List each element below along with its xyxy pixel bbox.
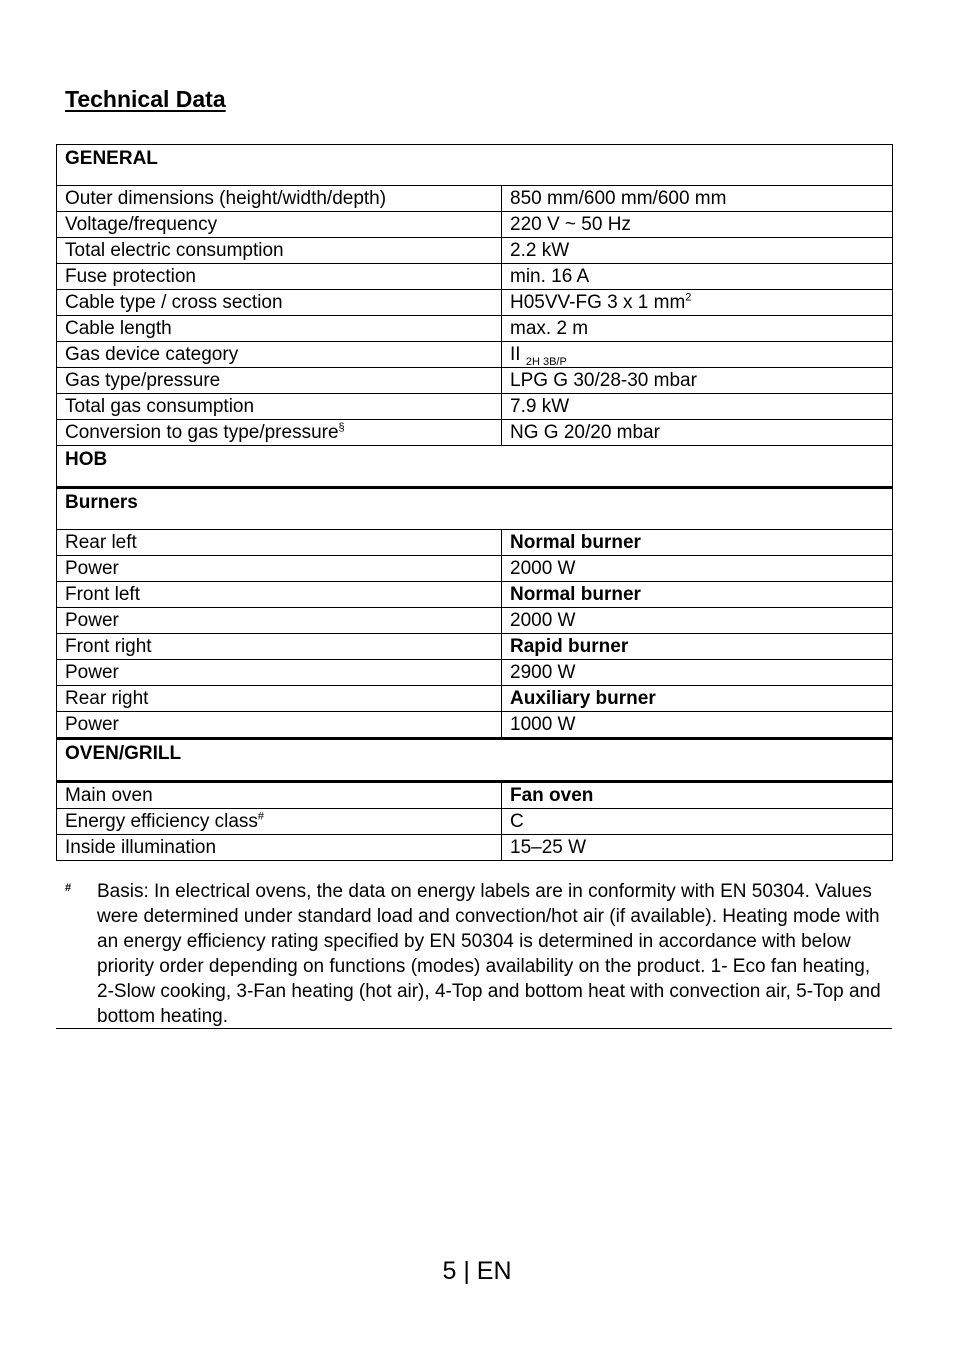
row-value: 15–25 W bbox=[502, 835, 893, 861]
row-value: Normal burner bbox=[502, 530, 893, 556]
subscript: 2H 3B/P bbox=[525, 355, 567, 368]
footnote-mark: # bbox=[65, 882, 72, 894]
row-label: Gas device category bbox=[57, 342, 502, 368]
table-row bbox=[57, 634, 893, 660]
row-value: C bbox=[502, 809, 893, 835]
table-row bbox=[57, 394, 893, 420]
table-row bbox=[57, 316, 893, 342]
row-value: max. 2 m bbox=[502, 316, 893, 342]
row-value: 2000 W bbox=[502, 556, 893, 582]
label-text: Conversion to gas type/pressure bbox=[65, 422, 339, 443]
row-value: Fan oven bbox=[502, 782, 893, 809]
row-label: Power bbox=[57, 556, 502, 582]
page-number: 5 | EN bbox=[442, 1257, 512, 1285]
row-label: Power bbox=[57, 660, 502, 686]
row-value: min. 16 A bbox=[502, 264, 893, 290]
section-title: Burners bbox=[57, 488, 893, 530]
section-title: OVEN/GRILL bbox=[57, 739, 893, 782]
row-label: Inside illumination bbox=[57, 835, 502, 861]
table-row bbox=[57, 186, 893, 212]
row-label: Power bbox=[57, 608, 502, 634]
table-row bbox=[57, 264, 893, 290]
table-row bbox=[57, 660, 893, 686]
row-value bbox=[502, 342, 893, 368]
row-label: Power bbox=[57, 712, 502, 739]
table-row bbox=[57, 712, 893, 739]
row-label: Fuse protection bbox=[57, 264, 502, 290]
row-label: Cable length bbox=[57, 316, 502, 342]
table-row bbox=[57, 368, 893, 394]
superscript: # bbox=[257, 810, 265, 823]
page-title: Technical Data bbox=[65, 86, 226, 112]
table-row bbox=[57, 530, 893, 556]
table-row bbox=[57, 556, 893, 582]
row-label: Front right bbox=[57, 634, 502, 660]
row-value: 7.9 kW bbox=[502, 394, 893, 420]
section-general bbox=[57, 145, 893, 186]
row-value: 2.2 kW bbox=[502, 238, 893, 264]
table-row bbox=[57, 582, 893, 608]
row-label: Total electric consumption bbox=[57, 238, 502, 264]
table-row bbox=[57, 212, 893, 238]
table-row bbox=[57, 420, 893, 446]
superscript: 2 bbox=[685, 291, 692, 304]
row-value: 2900 W bbox=[502, 660, 893, 686]
table-row bbox=[57, 809, 893, 835]
row-label: Cable type / cross section bbox=[57, 290, 502, 316]
superscript: § bbox=[338, 421, 345, 434]
table-row bbox=[57, 290, 893, 316]
section-title: GENERAL bbox=[57, 145, 893, 186]
table-row bbox=[57, 608, 893, 634]
row-value: NG G 20/20 mbar bbox=[502, 420, 893, 446]
footnote-text: Basis: In electrical ovens, the data on energy labels are in conformity with EN 50304. Values were determined under standard load and convection/hot air (if available). Heating mode with an energy efficiency rating specified by EN 50304 is determined in accordance with below priority order depending on functions (modes) availability on the product. 1- Eco fan heating, 2-Slow cooking, 3-Fan heating (hot air), 4-Top and bottom heat with convection air, 5-Top and bottom heating. bbox=[97, 881, 881, 1027]
row-label bbox=[57, 809, 502, 835]
row-label: Front left bbox=[57, 582, 502, 608]
row-value: Rapid burner bbox=[502, 634, 893, 660]
value-text: H05VV-FG 3 x 1 mm bbox=[510, 292, 686, 313]
row-value: 220 V ~ 50 Hz bbox=[502, 212, 893, 238]
row-label: Gas type/pressure bbox=[57, 368, 502, 394]
row-value: 2000 W bbox=[502, 608, 893, 634]
table-row bbox=[57, 686, 893, 712]
row-label: Rear right bbox=[57, 686, 502, 712]
row-label: Main oven bbox=[57, 782, 502, 809]
table-row bbox=[57, 835, 893, 861]
row-value: Normal burner bbox=[502, 582, 893, 608]
label-text: Energy efficiency class bbox=[65, 811, 258, 832]
row-value: Auxiliary burner bbox=[502, 686, 893, 712]
table-row bbox=[57, 238, 893, 264]
row-label: Total gas consumption bbox=[57, 394, 502, 420]
value-text: II bbox=[510, 344, 526, 365]
table-row bbox=[57, 782, 893, 809]
section-title: HOB bbox=[57, 446, 893, 488]
row-label: Rear left bbox=[57, 530, 502, 556]
section-oven bbox=[57, 739, 893, 782]
row-value: 850 mm/600 mm/600 mm bbox=[502, 186, 893, 212]
technical-data-table bbox=[56, 144, 893, 861]
row-value: LPG G 30/28-30 mbar bbox=[502, 368, 893, 394]
row-value bbox=[502, 290, 893, 316]
table-row bbox=[57, 342, 893, 368]
section-hob bbox=[57, 446, 893, 488]
footnote bbox=[56, 878, 892, 1029]
row-label: Outer dimensions (height/width/depth) bbox=[57, 186, 502, 212]
row-value: 1000 W bbox=[502, 712, 893, 739]
section-burners bbox=[57, 488, 893, 530]
row-label: Voltage/frequency bbox=[57, 212, 502, 238]
row-label bbox=[57, 420, 502, 446]
